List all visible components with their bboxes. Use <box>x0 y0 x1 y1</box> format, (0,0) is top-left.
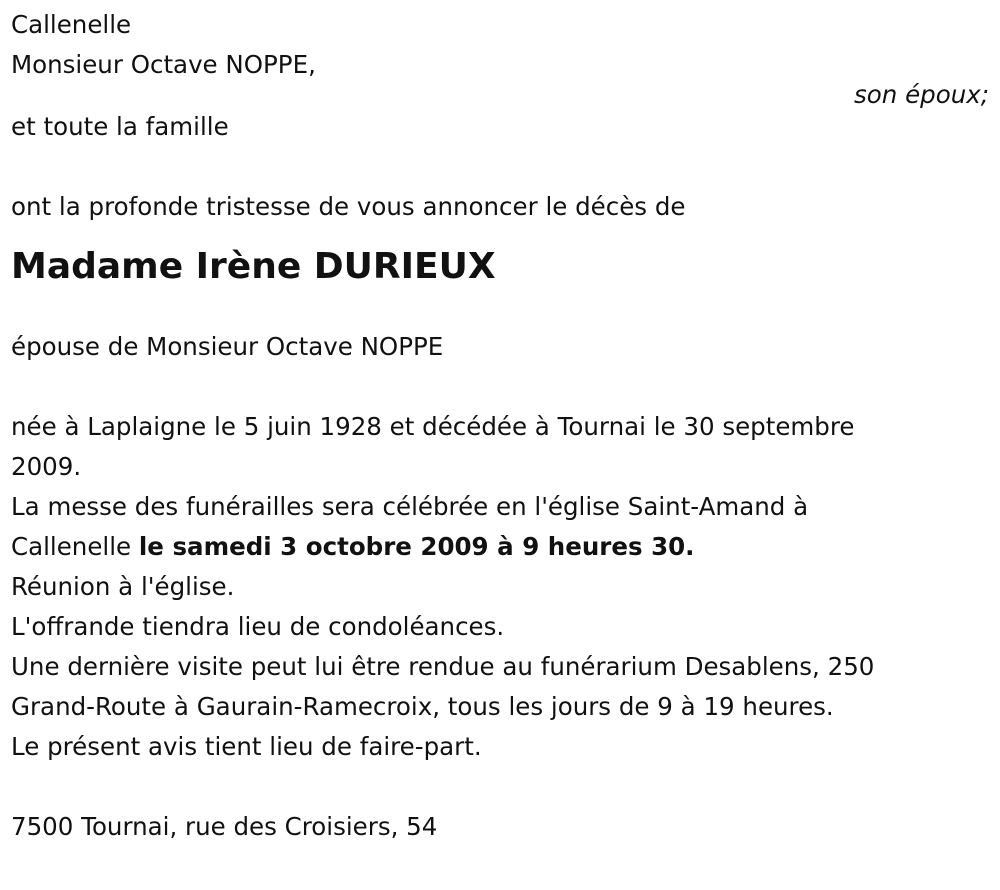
birth-death-line-1: née à Laplaigne le 5 juin 1928 et décédée à Tournai le 30 septembre <box>11 412 855 441</box>
address-line: 7500 Tournai, rue des Croisiers, 54 <box>11 812 438 841</box>
mass-place: Callenelle <box>11 532 132 561</box>
notice-line: Le présent avis tient lieu de faire-part. <box>11 732 482 761</box>
obituary-notice <box>11 5 991 847</box>
visit-line-1: Une dernière visite peut lui être rendue au funérarium Desablens, 250 <box>11 652 875 681</box>
family-line: et toute la famille <box>11 112 229 141</box>
offering-line: L'offrande tiendra lieu de condoléances. <box>11 612 505 641</box>
mass-datetime: le samedi 3 octobre 2009 à 9 heures 30. <box>138 532 695 561</box>
place-name: Callenelle <box>11 10 132 39</box>
spouse-role-row <box>11 80 991 109</box>
birth-death-line-2: 2009. <box>11 452 82 481</box>
mass-line-2 <box>11 527 991 567</box>
mass-line-1: La messe des funérailles sera célébrée en l'église Saint-Amand à <box>11 492 809 521</box>
spouse-role: son époux; <box>854 80 989 109</box>
announcement-text: ont la profonde tristesse de vous annoncer le décès de <box>11 192 686 221</box>
deceased-name: Madame Irène DURIEUX <box>11 246 496 287</box>
spouse-name: Monsieur Octave NOPPE, <box>11 50 316 79</box>
spouse-of-line: épouse de Monsieur Octave NOPPE <box>11 332 444 361</box>
visit-line-2: Grand-Route à Gaurain-Ramecroix, tous les jours de 9 à 19 heures. <box>11 692 834 721</box>
meeting-line: Réunion à l'église. <box>11 572 235 601</box>
